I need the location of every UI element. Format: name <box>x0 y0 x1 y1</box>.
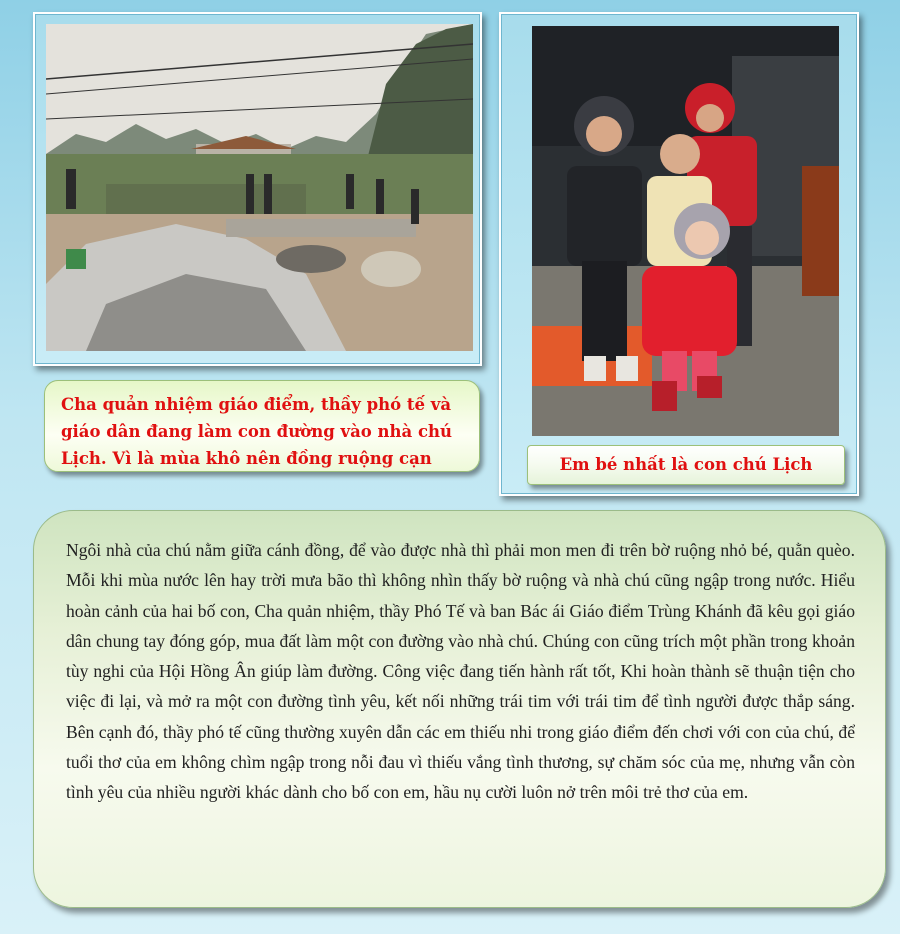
children-photo <box>532 26 839 436</box>
right-photo-caption: Em bé nhất là con chú Lịch <box>527 445 845 485</box>
story-text: Ngôi nhà của chú nằm giữa cánh đồng, để vào được nhà thì phải mon men đi trên bờ ruộng nhỏ bé, quằn quèo. Mỗi khi mùa nước lên hay trời mưa bão thì không nhìn thấy bờ ruộng và nhà chú cũng ngập trong nước. Hiểu hoàn cảnh của hai bố con, Cha quản nhiệm, thầy Phó Tế và ban Bác ái Giáo điểm Trùng Khánh đã kêu gọi giáo dân chung tay đóng góp, mua đất làm một con đường vào nhà chú. Chúng con cũng trích một phần trong khoản tùy nghi của Hội Hồng Ân giúp làm đường. Công việc đang tiến hành rất tốt, Khi hoàn thành sẽ thuận tiện cho việc đi lại, và mở ra một con đường tình yêu, kết nối những trái tim với trái tim để tình người được thắp sáng. Bên cạnh đó, thầy phó tế cũng thường xuyên dẫn các em thiếu nhi trong giáo điểm đến chơi với con của chú, để tuổi thơ của em không chìm ngập trong nỗi đau vì thiếu vắng tình thương, sự chăm sóc của mẹ, nhưng vẫn còn tình yêu của nhiều người khác dành cho bố con em, hầu nụ cười luôn nở trên môi trẻ thơ của em. <box>33 510 886 908</box>
left-photo-caption: Cha quản nhiệm giáo điểm, thầy phó tế và giáo dân đang làm con đường vào nhà chú Lịch. Vì là mùa khô nên đồng ruộng cạn <box>44 380 480 472</box>
road-construction-photo <box>46 24 473 351</box>
